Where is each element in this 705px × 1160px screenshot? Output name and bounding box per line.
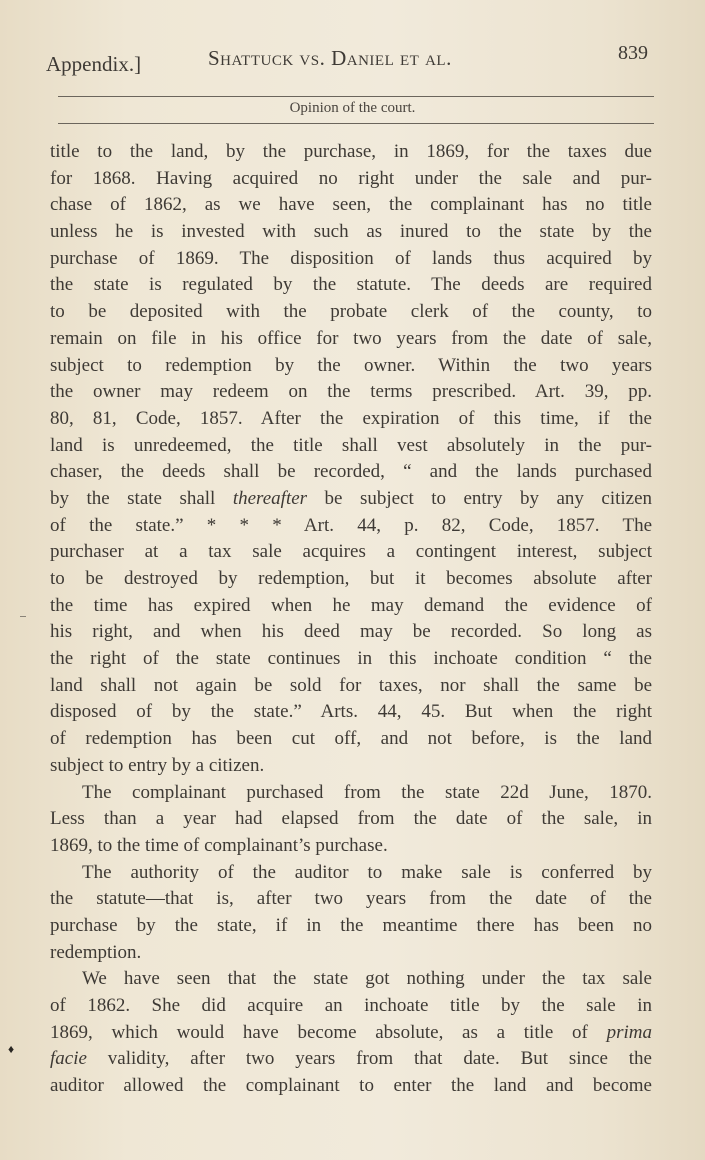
text-line: disposed of by the state.” Arts. 44, 45. But when the right bbox=[50, 701, 652, 723]
italic-word-facie: facie bbox=[50, 1048, 87, 1070]
text-segment: 1869, which would have become absolute, as a title of bbox=[50, 1021, 588, 1043]
text-line: chase of 1862, as we have seen, the complainant has no title bbox=[50, 194, 652, 216]
text-line: his right, and when his deed may be recorded. So long as bbox=[50, 621, 652, 643]
text-line: of redemption has been cut off, and not before, is the land bbox=[50, 728, 652, 750]
opinion-subheading: Opinion of the court. bbox=[289, 100, 416, 116]
text-line: for 1868. Having acquired no right under the sale and pur- bbox=[50, 167, 652, 189]
text-line: of the state.” * * * Art. 44, p. 82, Code, 1857. The bbox=[50, 514, 652, 536]
text-line-with-italic bbox=[50, 486, 652, 513]
italic-word-thereafter: thereafter bbox=[232, 487, 308, 509]
text-line: The authority of the auditor to make sale is conferred by bbox=[82, 861, 652, 883]
text-line-with-italic bbox=[50, 1046, 652, 1073]
opinion-text bbox=[50, 139, 652, 1100]
text-line: subject to redemption by the owner. Within the two years bbox=[50, 354, 652, 376]
text-line: the statute—that is, after two years from the date of the bbox=[50, 888, 652, 910]
text-line: redemption. bbox=[50, 941, 142, 963]
text-line: chaser, the deeds shall be recorded, “ and the lands purchased bbox=[50, 461, 652, 483]
text-line: the time has expired when he may demand the evidence of bbox=[50, 594, 652, 616]
italic-word-prima: prima bbox=[606, 1021, 652, 1043]
text-segment: by the state shall bbox=[50, 487, 216, 509]
text-line: Less than a year had elapsed from the date of the sale, in bbox=[50, 808, 652, 830]
case-title: Shattuck vs. Daniel et al. bbox=[208, 46, 452, 70]
text-line: land shall not again be sold for taxes, nor shall the same be bbox=[50, 674, 652, 696]
text-segment: validity, after two years from that date. But since the bbox=[107, 1048, 652, 1070]
text-line: the owner may redeem on the terms prescribed. Art. 39, pp. bbox=[50, 381, 652, 403]
text-line: remain on file in his office for two years from the date of sale, bbox=[50, 327, 652, 349]
margin-tick bbox=[20, 616, 26, 617]
text-segment: be subject to entry by any citizen bbox=[324, 487, 652, 509]
text-line: land is unredeemed, the title shall vest absolutely in the pur- bbox=[50, 434, 652, 456]
text-line: The complainant purchased from the state 22d June, 1870. bbox=[82, 781, 652, 803]
text-line: 1869, to the time of complainant’s purchase. bbox=[50, 834, 388, 856]
running-head bbox=[46, 42, 656, 76]
text-line: unless he is invested with such as inured to the state by the bbox=[50, 221, 652, 243]
text-line: purchase by the state, if in the meantime there has been no bbox=[50, 914, 652, 936]
text-line: to be destroyed by redemption, but it becomes absolute after bbox=[50, 568, 652, 589]
text-line: purchase of 1869. The disposition of lands thus acquired by bbox=[50, 247, 652, 269]
text-line: auditor allowed the complainant to enter the land and become bbox=[50, 1075, 652, 1097]
header-rule-top bbox=[58, 96, 654, 97]
header-rule-bottom bbox=[58, 123, 654, 124]
text-line: the right of the state continues in this inchoate condition “ the bbox=[50, 648, 652, 670]
text-line: title to the land, by the purchase, in 1869, for the taxes due bbox=[50, 141, 652, 162]
text-line: purchaser at a tax sale acquires a contingent interest, subject bbox=[50, 541, 652, 563]
text-line: to be deposited with the probate clerk of the county, to bbox=[50, 301, 652, 323]
text-line-with-italic bbox=[50, 1020, 652, 1047]
margin-bullet: ♦ bbox=[8, 1042, 15, 1056]
text-line: We have seen that the state got nothing under the tax sale bbox=[82, 968, 652, 990]
page-number: 839 bbox=[618, 42, 648, 64]
text-line: 80, 81, Code, 1857. After the expiration of this time, if the bbox=[50, 407, 652, 429]
text-line: of 1862. She did acquire an inchoate title by the sale in bbox=[50, 995, 652, 1016]
section-label: Appendix.] bbox=[46, 52, 142, 76]
text-line: subject to entry by a citizen. bbox=[50, 754, 265, 776]
text-line: the state is regulated by the statute. The deeds are required bbox=[50, 274, 652, 296]
